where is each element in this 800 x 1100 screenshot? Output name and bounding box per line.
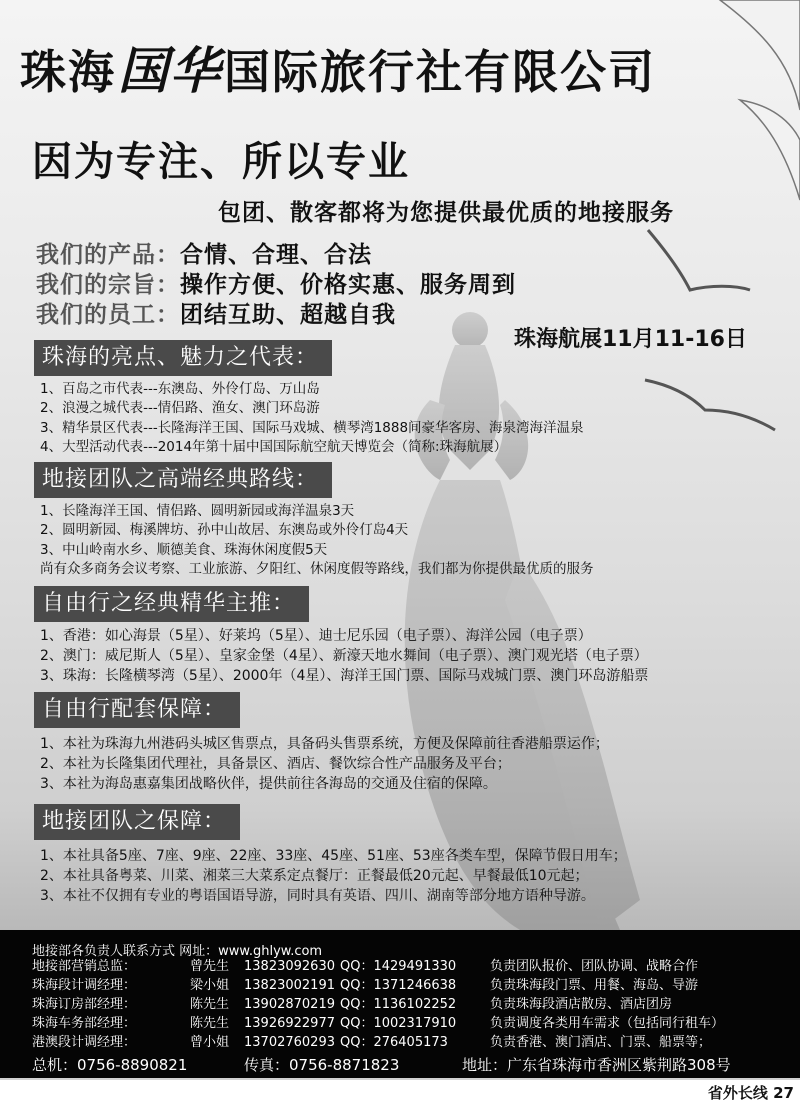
- address: 地址：广东省珠海市香洲区紫荆路308号: [462, 1056, 731, 1074]
- list-item: 1、本社具备5座、7座、9座、22座、33座、45座、51座、53座各类车型，保障节假日用车；: [40, 848, 627, 864]
- contact-person: 曾先生: [190, 959, 230, 974]
- contact-phone: 13823092630: [244, 959, 335, 974]
- contact-duty: 负责珠海段酒店散房、酒店团房: [490, 997, 673, 1012]
- contact-qq: QQ：1136102252: [340, 997, 457, 1012]
- contact-role: 珠海车务部经理：: [32, 1016, 137, 1031]
- contact-role: 地接部营销总监：: [32, 959, 137, 974]
- list-item: 2、本社具备粤菜、川菜、湘菜三大菜系定点餐厅：正餐最低20元起、早餐最低10元起；: [40, 868, 589, 884]
- list-item: 2、浪漫之城代表---情侣路、渔女、澳门环岛游: [40, 400, 320, 417]
- section-header-highlights: 珠海的亮点、魅力之代表：: [34, 340, 332, 376]
- list-item: 尚有众多商务会议考察、工业旅游、夕阳红、休闲度假等路线，我们都为你提供最优质的服务: [40, 561, 594, 578]
- motto-value: 操作方便、价格实惠、服务周到: [180, 272, 516, 298]
- list-item: 3、精华景区代表---长隆海洋王国、国际马戏城、横琴湾1888间豪华客房、海泉湾海洋温泉: [40, 419, 584, 436]
- list-item: 3、本社不仅拥有专业的粤语国语导游，同时具有英语、四川、湖南等部分地方语种导游。: [40, 888, 595, 904]
- company-title: [20, 36, 780, 106]
- contact-duty: 负责调度各类用车需求（包括同行租车）: [490, 1016, 725, 1031]
- contact-phone: 13823002191: [244, 978, 335, 993]
- contact-qq: QQ：276405173: [340, 1035, 448, 1050]
- contact-qq: QQ：1371246638: [340, 978, 457, 993]
- contact-phone: 13902870219: [244, 997, 335, 1012]
- contact-duty: 负责团队报价、团队协调、战略合作: [490, 959, 699, 974]
- airshow-notice: 珠海航展11月11-16日: [514, 327, 747, 352]
- section-list-highlights: [40, 380, 584, 458]
- contact-role: 珠海订房部经理：: [32, 997, 137, 1012]
- section-list-team-support: [40, 846, 627, 906]
- motto-value: 团结互助、超越自我: [180, 302, 396, 328]
- contact-role: 珠海段计调经理：: [32, 978, 137, 993]
- list-item: 1、百岛之市代表---东澳岛、外伶仃岛、万山岛: [40, 381, 320, 397]
- section-header-free-travel: 自由行之经典精华主推：: [34, 586, 309, 622]
- list-item: 4、大型活动代表---2014年第十届中国国际航空航天博览会（简称:珠海航展）: [40, 439, 508, 456]
- page-footer: 省外长线 27: [707, 1084, 794, 1100]
- contact-person: 陈先生: [190, 1016, 230, 1031]
- motto-staff: [36, 296, 396, 329]
- list-item: 1、长隆海洋王国、情侣路、圆明新园或海洋温泉3天: [40, 503, 355, 519]
- switchboard: 总机：0756-8890821: [32, 1056, 188, 1074]
- motto-value: 合情、合理、合法: [180, 242, 372, 268]
- contact-qq: QQ：1429491330: [340, 959, 457, 974]
- section-header-team-support: 地接团队之保障：: [34, 804, 240, 840]
- service-line: 包团、散客都将为您提供最优质的地接服务: [218, 200, 674, 226]
- contact-footer: [32, 1054, 772, 1074]
- contact-person: 曾小姐: [190, 1035, 230, 1050]
- section-list-free-travel: [40, 626, 648, 686]
- list-item: 2、本社为长隆集团代理社，具备景区、酒店、餐饮综合性产品服务及平台；: [40, 756, 511, 772]
- list-item: 3、珠海：长隆横琴湾（5星）、2000年（4星）、海洋王国门票、国际马戏城门票、澳门环岛游船票: [40, 668, 649, 684]
- list-item: 2、圆明新园、梅溪牌坊、孙中山故居、东澳岛或外伶仃岛4天: [40, 522, 409, 539]
- section-list-routes: [40, 502, 594, 580]
- section-list-free-travel-support: [40, 734, 609, 794]
- contact-phone: 13702760293: [244, 1035, 335, 1050]
- motto-products: [36, 236, 372, 269]
- slogan: 因为专注、所以专业: [32, 138, 410, 185]
- list-item: 1、香港：如心海景（5星）、好莱坞（5星）、迪士尼乐园（电子票）、海洋公园（电子票）: [40, 628, 592, 644]
- contact-qq: QQ：1002317910: [340, 1016, 457, 1031]
- motto-key: 我们的宗旨：: [36, 272, 180, 298]
- list-item: 3、本社为海岛惠嘉集团战略伙伴，提供前往各海岛的交通及住宿的保障。: [40, 776, 497, 792]
- contact-intro: 地接部各负责人联系方式 网址：www.ghlyw.com: [32, 944, 323, 959]
- contact-duty: 负责香港、澳门酒店、门票、船票等；: [490, 1035, 712, 1050]
- contact-person: 陈先生: [190, 997, 230, 1012]
- list-item: 2、澳门：威尼斯人（5星）、皇家金堡（4星）、新濠天地水舞间（电子票）、澳门观光塔（电子票）: [40, 648, 648, 664]
- motto-key: 我们的产品：: [36, 242, 180, 268]
- section-header-routes: 地接团队之高端经典路线：: [34, 462, 332, 498]
- list-item: 3、中山岭南水乡、顺德美食、珠海休闲度假5天: [40, 541, 328, 558]
- section-header-free-travel-support: 自由行配套保障：: [34, 692, 240, 728]
- contact-panel: [0, 930, 800, 1078]
- fax: 传真：0756-8871823: [244, 1056, 400, 1074]
- list-item: 1、本社为珠海九州港码头城区售票点，具备码头售票系统，方便及保障前往香港船票运作；: [40, 736, 609, 752]
- contact-phone: 13926922977: [244, 1016, 335, 1031]
- company-name-suffix: 国际旅行社有限公司: [224, 45, 656, 99]
- company-name-prefix: 珠海: [20, 45, 116, 99]
- contact-role: 港澳段计调经理：: [32, 1035, 137, 1050]
- company-logo-text: 国华: [118, 41, 222, 100]
- contact-duty: 负责珠海段门票、用餐、海岛、导游: [490, 978, 699, 993]
- motto-purpose: [36, 266, 516, 299]
- contact-person: 梁小姐: [190, 978, 230, 993]
- motto-key: 我们的员工：: [36, 302, 180, 328]
